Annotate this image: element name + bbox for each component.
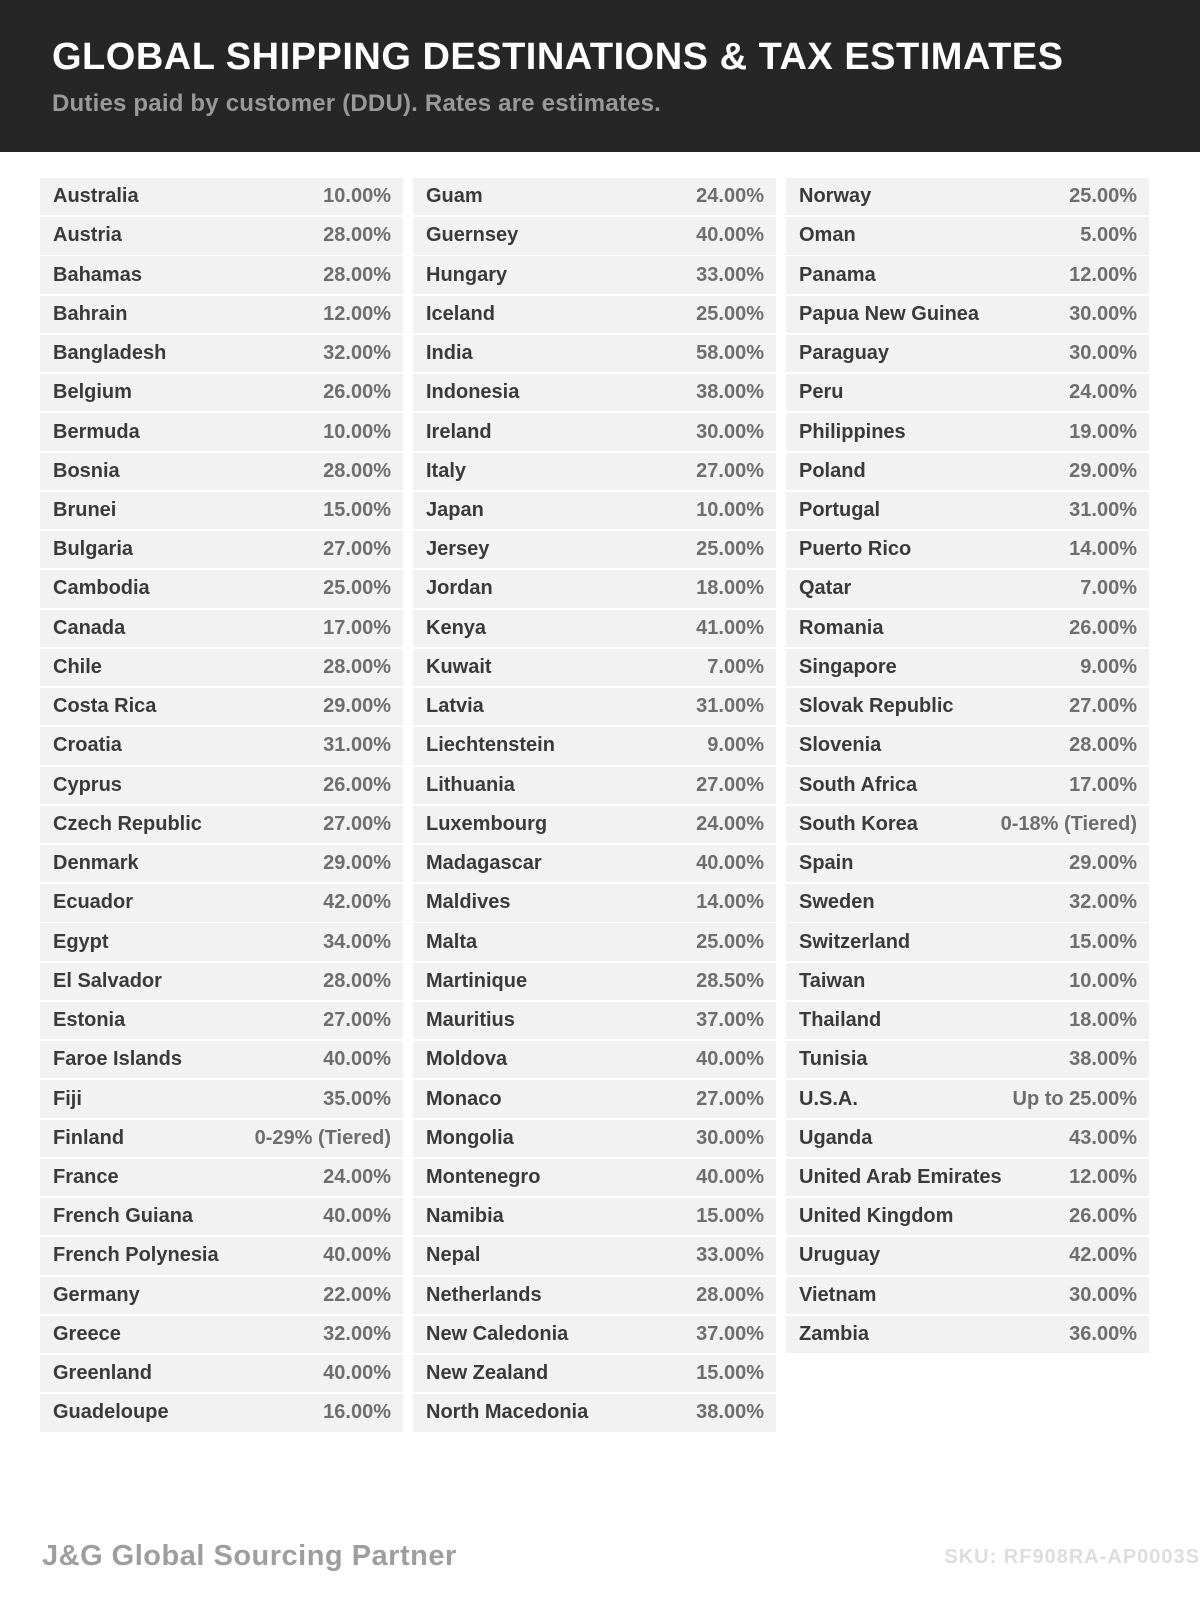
country-name: Montenegro bbox=[426, 1166, 541, 1188]
country-name: United Arab Emirates bbox=[799, 1166, 1002, 1188]
rate-value: 25.00% bbox=[696, 538, 764, 561]
rate-value: 30.00% bbox=[1069, 302, 1137, 325]
rate-value: 0-29% (Tiered) bbox=[254, 1126, 391, 1149]
country-name: Australia bbox=[53, 185, 139, 208]
country-name: Zambia bbox=[799, 1322, 870, 1345]
country-name: Hungary bbox=[426, 263, 508, 286]
country-name: Puerto Rico bbox=[799, 538, 912, 561]
rate-value: 34.00% bbox=[323, 930, 391, 953]
rate-value: 27.00% bbox=[696, 773, 764, 796]
rate-value: 0-18% (Tiered) bbox=[1000, 812, 1137, 835]
rate-value: 25.00% bbox=[323, 577, 391, 600]
country-name: South Korea bbox=[799, 812, 918, 835]
rate-value: 24.00% bbox=[1069, 381, 1137, 404]
rate-value: 36.00% bbox=[1069, 1322, 1137, 1345]
country-name: Guadeloupe bbox=[53, 1401, 169, 1424]
table-row bbox=[40, 531, 403, 568]
rate-value: 25.00% bbox=[696, 302, 764, 325]
rate-value: 5.00% bbox=[1080, 224, 1137, 247]
table-row bbox=[40, 963, 403, 1000]
country-name: Chile bbox=[53, 655, 102, 678]
table-row bbox=[413, 1237, 776, 1274]
footer-sku: SKU: RF908RA-AP0003S bbox=[944, 1546, 1200, 1568]
country-name: French Polynesia bbox=[53, 1244, 219, 1267]
country-name: Bermuda bbox=[53, 420, 140, 443]
country-name: Liechtenstein bbox=[426, 734, 555, 757]
table-row bbox=[40, 1002, 403, 1039]
country-name: Tunisia bbox=[799, 1048, 868, 1071]
country-name: Estonia bbox=[53, 1009, 126, 1032]
table-row bbox=[786, 884, 1149, 921]
table-row bbox=[40, 1277, 403, 1314]
rate-value: 40.00% bbox=[696, 852, 764, 875]
rate-value: 42.00% bbox=[1069, 1244, 1137, 1267]
rate-value: 29.00% bbox=[1069, 852, 1137, 875]
country-name: French Guiana bbox=[53, 1205, 194, 1228]
country-name: Namibia bbox=[426, 1205, 504, 1228]
country-name: Switzerland bbox=[799, 930, 911, 953]
rate-value: 25.00% bbox=[696, 930, 764, 953]
rate-value: 31.00% bbox=[696, 695, 764, 718]
country-name: Peru bbox=[799, 381, 844, 404]
table-row bbox=[40, 1316, 403, 1353]
table-row bbox=[40, 217, 403, 254]
rate-value: 30.00% bbox=[1069, 1283, 1137, 1306]
table-row bbox=[786, 1041, 1149, 1078]
table-row bbox=[786, 610, 1149, 647]
country-name: Greenland bbox=[53, 1362, 152, 1385]
table-row bbox=[786, 296, 1149, 333]
country-name: Papua New Guinea bbox=[799, 302, 980, 325]
rate-value: 10.00% bbox=[323, 185, 391, 208]
footer-brand: J&G Global Sourcing Partner bbox=[42, 1540, 457, 1572]
country-name: Croatia bbox=[53, 734, 122, 757]
table-row bbox=[40, 806, 403, 843]
country-name: Iceland bbox=[426, 302, 495, 325]
rate-value: 7.00% bbox=[707, 655, 764, 678]
table-row bbox=[786, 374, 1149, 411]
rate-value: 41.00% bbox=[696, 616, 764, 639]
country-name: Latvia bbox=[426, 695, 484, 718]
table-row bbox=[413, 492, 776, 529]
country-name: Philippines bbox=[799, 420, 906, 443]
rate-value: 29.00% bbox=[323, 852, 391, 875]
country-name: Germany bbox=[53, 1283, 140, 1306]
country-name: Paraguay bbox=[799, 342, 890, 365]
country-name: Poland bbox=[799, 459, 866, 482]
rate-value: 16.00% bbox=[323, 1401, 391, 1424]
table-row bbox=[413, 335, 776, 372]
rate-value: 10.00% bbox=[1069, 969, 1137, 992]
rate-value: 32.00% bbox=[1069, 891, 1137, 914]
rate-value: 15.00% bbox=[1069, 930, 1137, 953]
table-row bbox=[40, 296, 403, 333]
table-row bbox=[786, 1080, 1149, 1117]
page-subtitle: Duties paid by customer (DDU). Rates are estimates. bbox=[52, 90, 662, 117]
country-name: Vietnam bbox=[799, 1283, 877, 1306]
table-row bbox=[413, 1355, 776, 1392]
country-name: Maldives bbox=[426, 891, 511, 914]
rate-value: 22.00% bbox=[323, 1283, 391, 1306]
rate-value: 15.00% bbox=[696, 1205, 764, 1228]
rate-value: 27.00% bbox=[696, 1087, 764, 1110]
table-row bbox=[786, 1316, 1149, 1353]
country-name: Denmark bbox=[53, 852, 139, 875]
table-row bbox=[413, 884, 776, 921]
table-row bbox=[413, 1394, 776, 1431]
country-name: Italy bbox=[426, 459, 467, 482]
rate-value: 38.00% bbox=[696, 381, 764, 404]
rates-table bbox=[40, 178, 1149, 1434]
country-name: Bahamas bbox=[53, 263, 142, 286]
rate-value: 38.00% bbox=[696, 1401, 764, 1424]
rate-value: Up to 25.00% bbox=[1012, 1087, 1137, 1110]
table-row bbox=[786, 806, 1149, 843]
table-row bbox=[413, 963, 776, 1000]
table-row bbox=[40, 453, 403, 490]
table-row bbox=[413, 453, 776, 490]
country-name: Moldova bbox=[426, 1048, 508, 1071]
rate-value: 30.00% bbox=[696, 1126, 764, 1149]
rate-value: 18.00% bbox=[1069, 1009, 1137, 1032]
table-row bbox=[40, 256, 403, 293]
table-row bbox=[40, 1041, 403, 1078]
table-row bbox=[40, 1237, 403, 1274]
rate-value: 24.00% bbox=[696, 812, 764, 835]
rate-value: 38.00% bbox=[1069, 1048, 1137, 1071]
rate-value: 58.00% bbox=[696, 342, 764, 365]
rate-value: 35.00% bbox=[323, 1087, 391, 1110]
table-row bbox=[786, 531, 1149, 568]
country-name: Mauritius bbox=[426, 1009, 515, 1032]
table-row bbox=[786, 923, 1149, 960]
rate-value: 40.00% bbox=[696, 1166, 764, 1188]
rate-value: 9.00% bbox=[707, 734, 764, 757]
table-row bbox=[40, 767, 403, 804]
rate-value: 29.00% bbox=[323, 695, 391, 718]
table-row bbox=[40, 610, 403, 647]
table-row bbox=[413, 1120, 776, 1157]
country-name: India bbox=[426, 342, 473, 365]
rate-value: 27.00% bbox=[323, 1009, 391, 1032]
rate-value: 10.00% bbox=[696, 499, 764, 522]
rate-column-1 bbox=[40, 178, 403, 1434]
table-row bbox=[786, 570, 1149, 607]
country-name: Belgium bbox=[53, 381, 132, 404]
table-row bbox=[413, 217, 776, 254]
country-name: North Macedonia bbox=[426, 1401, 589, 1424]
table-row bbox=[40, 492, 403, 529]
country-name: Cambodia bbox=[53, 577, 150, 600]
country-name: Czech Republic bbox=[53, 812, 202, 835]
rate-value: 17.00% bbox=[1069, 773, 1137, 796]
country-name: Portugal bbox=[799, 499, 881, 522]
country-name: New Zealand bbox=[426, 1362, 549, 1385]
table-row bbox=[413, 767, 776, 804]
country-name: Bahrain bbox=[53, 302, 128, 325]
country-name: South Africa bbox=[799, 773, 918, 796]
rate-value: 28.00% bbox=[1069, 734, 1137, 757]
table-row bbox=[413, 1316, 776, 1353]
table-row bbox=[413, 610, 776, 647]
table-row bbox=[413, 570, 776, 607]
country-name: Taiwan bbox=[799, 969, 866, 992]
country-name: Bulgaria bbox=[53, 538, 134, 561]
country-name: Brunei bbox=[53, 499, 117, 522]
rate-value: 26.00% bbox=[1069, 1205, 1137, 1228]
rate-value: 28.00% bbox=[323, 969, 391, 992]
country-name: Faroe Islands bbox=[53, 1048, 182, 1071]
rate-value: 12.00% bbox=[1069, 263, 1137, 286]
rate-value: 30.00% bbox=[696, 420, 764, 443]
rate-value: 28.00% bbox=[696, 1283, 764, 1306]
rate-value: 7.00% bbox=[1080, 577, 1137, 600]
country-name: Egypt bbox=[53, 930, 109, 953]
country-name: El Salvador bbox=[53, 969, 162, 992]
table-row bbox=[413, 923, 776, 960]
rate-column-2 bbox=[413, 178, 776, 1434]
country-name: Sweden bbox=[799, 891, 875, 914]
table-row bbox=[413, 374, 776, 411]
table-row bbox=[40, 374, 403, 411]
rate-value: 12.00% bbox=[323, 302, 391, 325]
rate-value: 9.00% bbox=[1080, 655, 1137, 678]
country-name: Lithuania bbox=[426, 773, 515, 796]
country-name: Madagascar bbox=[426, 852, 542, 875]
country-name: Costa Rica bbox=[53, 695, 157, 718]
country-name: United Kingdom bbox=[799, 1205, 954, 1228]
table-row bbox=[786, 453, 1149, 490]
rate-value: 27.00% bbox=[1069, 695, 1137, 718]
table-row bbox=[413, 1159, 776, 1196]
table-row bbox=[786, 963, 1149, 1000]
rate-value: 12.00% bbox=[1069, 1166, 1137, 1188]
rate-value: 40.00% bbox=[696, 1048, 764, 1071]
country-name: Jersey bbox=[426, 538, 490, 561]
rate-value: 27.00% bbox=[323, 538, 391, 561]
country-name: Kuwait bbox=[426, 655, 492, 678]
rate-value: 15.00% bbox=[323, 499, 391, 522]
rate-value: 26.00% bbox=[323, 773, 391, 796]
table-row bbox=[413, 1198, 776, 1235]
country-name: Martinique bbox=[426, 969, 528, 992]
rate-value: 31.00% bbox=[1069, 499, 1137, 522]
rate-value: 18.00% bbox=[696, 577, 764, 600]
country-name: New Caledonia bbox=[426, 1322, 569, 1345]
country-name: Nepal bbox=[426, 1244, 481, 1267]
table-row bbox=[40, 413, 403, 450]
table-row bbox=[786, 688, 1149, 725]
rate-value: 40.00% bbox=[323, 1048, 391, 1071]
header-banner bbox=[0, 0, 1200, 152]
rate-value: 33.00% bbox=[696, 263, 764, 286]
country-name: Slovak Republic bbox=[799, 695, 954, 718]
table-row bbox=[786, 727, 1149, 764]
rate-value: 40.00% bbox=[323, 1362, 391, 1385]
rate-value: 37.00% bbox=[696, 1322, 764, 1345]
rate-value: 30.00% bbox=[1069, 342, 1137, 365]
country-name: Netherlands bbox=[426, 1283, 542, 1306]
table-row bbox=[786, 1002, 1149, 1039]
table-row bbox=[413, 806, 776, 843]
country-name: France bbox=[53, 1166, 119, 1188]
rate-value: 14.00% bbox=[696, 891, 764, 914]
table-row bbox=[413, 845, 776, 882]
rate-value: 37.00% bbox=[696, 1009, 764, 1032]
table-row bbox=[786, 845, 1149, 882]
country-name: U.S.A. bbox=[799, 1087, 858, 1110]
table-row bbox=[786, 767, 1149, 804]
table-row bbox=[786, 1120, 1149, 1157]
table-row bbox=[786, 256, 1149, 293]
country-name: Mongolia bbox=[426, 1126, 514, 1149]
table-row bbox=[40, 845, 403, 882]
rate-column-3 bbox=[786, 178, 1149, 1434]
table-row bbox=[40, 649, 403, 686]
country-name: Qatar bbox=[799, 577, 852, 600]
table-row bbox=[40, 1198, 403, 1235]
table-row bbox=[413, 1080, 776, 1117]
country-name: Thailand bbox=[799, 1009, 882, 1032]
table-row bbox=[786, 335, 1149, 372]
rate-value: 24.00% bbox=[696, 185, 764, 208]
table-row bbox=[40, 727, 403, 764]
table-row bbox=[40, 1355, 403, 1392]
rate-value: 29.00% bbox=[1069, 459, 1137, 482]
table-row bbox=[413, 1002, 776, 1039]
country-name: Jordan bbox=[426, 577, 493, 600]
country-name: Luxembourg bbox=[426, 812, 548, 835]
country-name: Malta bbox=[426, 930, 478, 953]
country-name: Greece bbox=[53, 1322, 121, 1345]
table-row bbox=[786, 492, 1149, 529]
table-row bbox=[40, 884, 403, 921]
rate-value: 10.00% bbox=[323, 420, 391, 443]
rate-value: 14.00% bbox=[1069, 538, 1137, 561]
rate-value: 28.00% bbox=[323, 263, 391, 286]
table-row bbox=[40, 923, 403, 960]
page-title: GLOBAL SHIPPING DESTINATIONS & TAX ESTIMATES bbox=[52, 36, 1064, 78]
country-name: Uruguay bbox=[799, 1244, 881, 1267]
table-row bbox=[413, 178, 776, 215]
rate-value: 33.00% bbox=[696, 1244, 764, 1267]
table-row bbox=[40, 1080, 403, 1117]
table-row bbox=[40, 1159, 403, 1196]
country-name: Cyprus bbox=[53, 773, 122, 796]
table-row bbox=[786, 413, 1149, 450]
country-name: Guernsey bbox=[426, 224, 519, 247]
table-row bbox=[786, 1159, 1149, 1196]
country-name: Oman bbox=[799, 224, 856, 247]
country-name: Panama bbox=[799, 263, 876, 286]
table-row bbox=[413, 256, 776, 293]
rate-value: 28.00% bbox=[323, 459, 391, 482]
table-row bbox=[413, 296, 776, 333]
table-row bbox=[786, 1198, 1149, 1235]
country-name: Slovenia bbox=[799, 734, 882, 757]
table-row bbox=[40, 570, 403, 607]
rate-value: 24.00% bbox=[323, 1166, 391, 1188]
rate-value: 27.00% bbox=[696, 459, 764, 482]
rate-value: 19.00% bbox=[1069, 420, 1137, 443]
rate-value: 40.00% bbox=[323, 1205, 391, 1228]
table-row bbox=[786, 1237, 1149, 1274]
country-name: Uganda bbox=[799, 1126, 873, 1149]
table-row bbox=[40, 335, 403, 372]
country-name: Fiji bbox=[53, 1087, 82, 1110]
country-name: Finland bbox=[53, 1126, 125, 1149]
table-row bbox=[413, 1277, 776, 1314]
rate-value: 15.00% bbox=[696, 1362, 764, 1385]
rate-value: 42.00% bbox=[323, 891, 391, 914]
country-name: Bosnia bbox=[53, 459, 120, 482]
rate-value: 32.00% bbox=[323, 342, 391, 365]
rate-value: 31.00% bbox=[323, 734, 391, 757]
country-name: Ireland bbox=[426, 420, 492, 443]
rate-value: 17.00% bbox=[323, 616, 391, 639]
table-row bbox=[40, 1120, 403, 1157]
table-row bbox=[413, 1041, 776, 1078]
country-name: Norway bbox=[799, 185, 872, 208]
country-name: Guam bbox=[426, 185, 483, 208]
country-name: Bangladesh bbox=[53, 342, 167, 365]
country-name: Singapore bbox=[799, 655, 897, 678]
country-name: Indonesia bbox=[426, 381, 520, 404]
country-name: Ecuador bbox=[53, 891, 134, 914]
table-row bbox=[786, 649, 1149, 686]
table-row bbox=[786, 217, 1149, 254]
country-name: Romania bbox=[799, 616, 884, 639]
rate-value: 32.00% bbox=[323, 1322, 391, 1345]
country-name: Austria bbox=[53, 224, 122, 247]
rate-value: 25.00% bbox=[1069, 185, 1137, 208]
rate-value: 28.50% bbox=[696, 969, 764, 992]
rate-value: 40.00% bbox=[696, 224, 764, 247]
table-row bbox=[40, 1394, 403, 1431]
table-row bbox=[413, 413, 776, 450]
table-row bbox=[413, 727, 776, 764]
rate-value: 27.00% bbox=[323, 812, 391, 835]
table-row bbox=[40, 178, 403, 215]
rate-value: 28.00% bbox=[323, 655, 391, 678]
country-name: Spain bbox=[799, 852, 854, 875]
rate-value: 26.00% bbox=[1069, 616, 1137, 639]
country-name: Kenya bbox=[426, 616, 487, 639]
country-name: Japan bbox=[426, 499, 484, 522]
table-row bbox=[413, 649, 776, 686]
table-row bbox=[786, 178, 1149, 215]
rate-value: 26.00% bbox=[323, 381, 391, 404]
rate-value: 40.00% bbox=[323, 1244, 391, 1267]
country-name: Monaco bbox=[426, 1087, 502, 1110]
rate-value: 28.00% bbox=[323, 224, 391, 247]
table-row bbox=[413, 688, 776, 725]
table-row bbox=[786, 1277, 1149, 1314]
country-name: Canada bbox=[53, 616, 126, 639]
rate-value: 43.00% bbox=[1069, 1126, 1137, 1149]
table-row bbox=[40, 688, 403, 725]
table-row bbox=[413, 531, 776, 568]
